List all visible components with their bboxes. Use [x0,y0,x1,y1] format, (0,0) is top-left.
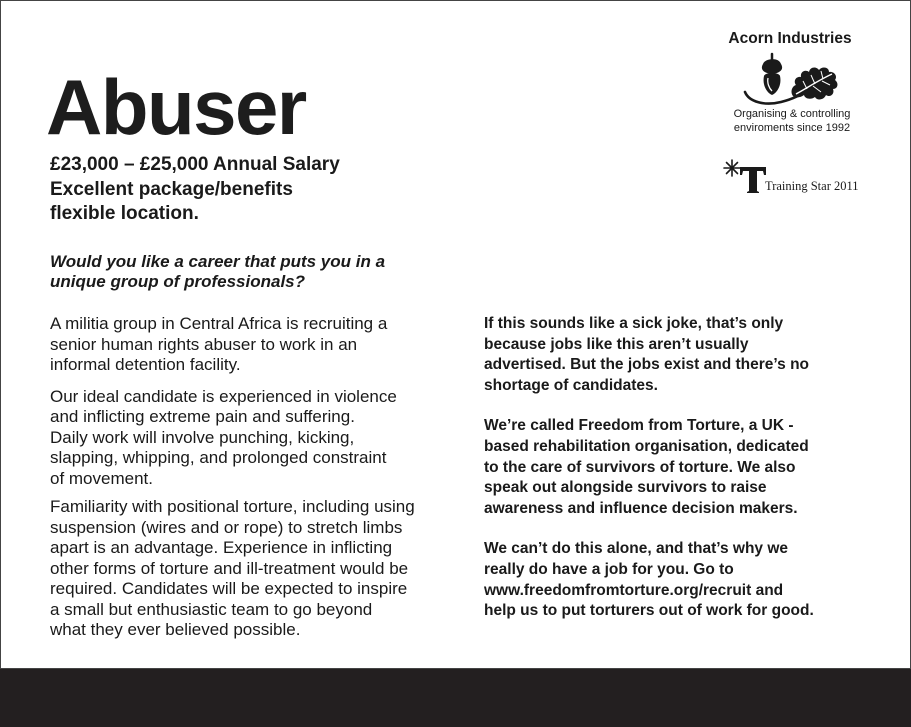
headline: Abuser [46,63,306,151]
message-paragraph-2: We’re called Freedom from Torture, a UK - based rehabilitation organisation, dedicated to the care of survivors of torture. We also speak out alongside survivors to raise awareness and influence decision makers. [484,417,809,517]
benefits-line: Excellent package/benefits [50,178,293,200]
acorn-oak-leaf-icon [735,52,845,108]
star-t-icon [722,158,768,194]
description-paragraph-3: Familiarity with positional torture, including using suspension (wires and or rope) to stretch limbs apart is an advantage. Experience in inflicting other forms of torture and ill-treatment would be required. Candidates will be expected to inspire a small but enthusiastic team to go beyond what they ever believed possible. [50,497,415,639]
message-paragraph-1: If this sounds like a sick joke, that’s only because jobs like this aren’t usually advertised. But the jobs exist and there’s no shortage of candidates. [484,315,810,394]
brand-tagline: Organising & controlling enviroments since 1992 [733,108,851,134]
salary-line: £23,000 – £25,000 Annual Salary [50,154,340,175]
footer-bar [0,669,911,727]
description-paragraph-2: Our ideal candidate is experienced in violence and inflicting extreme pain and suffering. Daily work will involve punching, kicking, slapping, whipping, and prolonged constraint of movement. [50,386,397,488]
brand-name: Acorn Industries [728,30,852,47]
brand-block [700,30,880,108]
campaign-message [484,314,884,622]
salary-block [50,153,340,227]
training-star-label: Training Star 2011 [765,179,859,193]
location-line: flexible location. [50,203,199,224]
message-paragraph-3: We can’t do this alone, and that’s why we really do have a job for you. Go to www.freedomfromtorture.org/recruit and help us to put torturers out of work for good. [484,540,814,620]
job-description [50,314,445,641]
career-question: Would you like a career that puts you in a unique group of professionals? [50,252,386,291]
description-paragraph-1: A militia group in Central Africa is recruiting a senior human rights abuser to work in an informal detention facility. [50,314,388,374]
